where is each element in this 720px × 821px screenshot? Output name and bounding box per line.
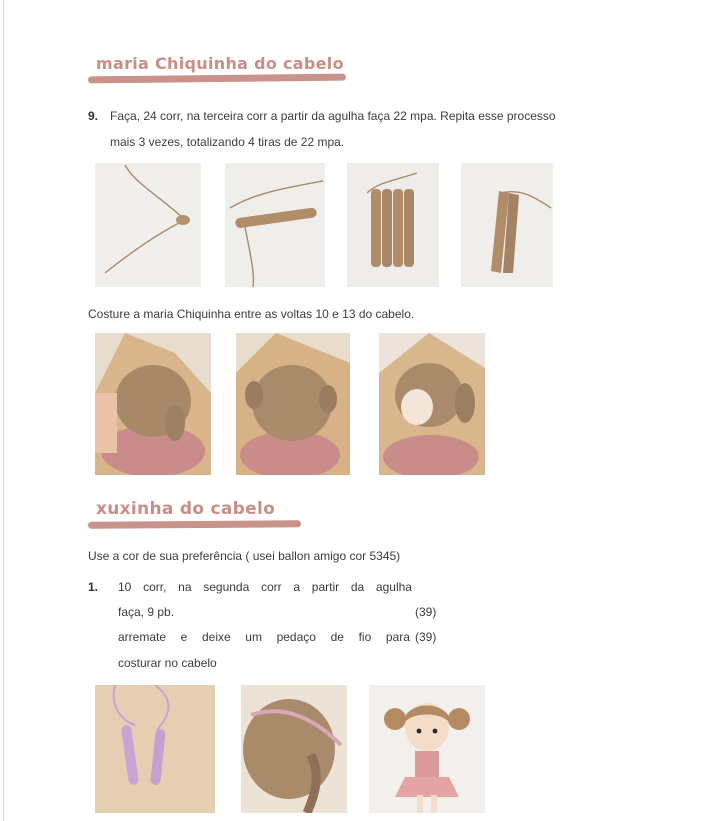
step-1-line-4: costurar no cabelo <box>118 656 217 670</box>
word: corr <box>260 580 282 594</box>
photo-four-strips <box>347 163 439 287</box>
word: pedaço <box>276 630 316 644</box>
photo-doll-side <box>379 333 485 475</box>
step-1-line-3-count: (39) <box>415 630 437 644</box>
word: na <box>178 580 192 594</box>
step-1-line-1 <box>118 580 412 594</box>
word: corr, <box>143 580 167 594</box>
word: da <box>350 580 365 594</box>
photo-pink-scrunchie-strips <box>95 685 215 813</box>
word: arremate <box>118 630 167 644</box>
word: deixe <box>201 630 231 644</box>
title-underline-1 <box>88 74 346 84</box>
photo-doll-back-2 <box>236 333 350 475</box>
word: segunda <box>203 580 250 594</box>
step-9-line-1: Faça, 24 corr, na terceira corr a partir da agulha faça 22 mpa. Repita esse processo <box>110 109 556 123</box>
word: um <box>245 630 262 644</box>
word: agulha <box>375 580 412 594</box>
photo-chain-start <box>95 163 201 287</box>
step-number-9: 9. <box>88 109 99 123</box>
step-1-line-2-count: (39) <box>415 605 437 619</box>
section-title-xuxinha: xuxinha do cabelo <box>96 499 276 519</box>
word: para <box>385 630 410 644</box>
word: e <box>180 630 188 644</box>
photo-doll-back-1 <box>95 333 211 475</box>
word: 10 <box>118 580 132 594</box>
section-title-maria-chiquinha: maria Chiquinha do cabelo <box>96 54 344 73</box>
photo-scrunchie-on-head <box>241 685 347 813</box>
step-1-line-3 <box>118 630 410 644</box>
sew-instruction: Costure a maria Chiquinha entre as voltas 10 e 13 do cabelo. <box>88 307 415 321</box>
page-edge-line <box>3 0 4 821</box>
word: partir <box>311 580 340 594</box>
step-9-line-2: mais 3 vezes, totalizando 4 tiras de 22 mpa. <box>110 135 345 149</box>
step-1-line-2: faça, 9 pb. <box>118 605 175 619</box>
word: a <box>293 580 301 594</box>
word: de <box>330 630 344 644</box>
photo-folded-strips <box>461 163 553 287</box>
step-number-1: 1. <box>88 580 99 594</box>
color-note: Use a cor de sua preferência ( usei ballon amigo cor 5345) <box>88 549 401 563</box>
word: fio <box>358 630 372 644</box>
photo-finished-doll <box>369 685 485 813</box>
title-underline-2 <box>88 520 301 528</box>
photo-first-strip <box>225 163 325 287</box>
